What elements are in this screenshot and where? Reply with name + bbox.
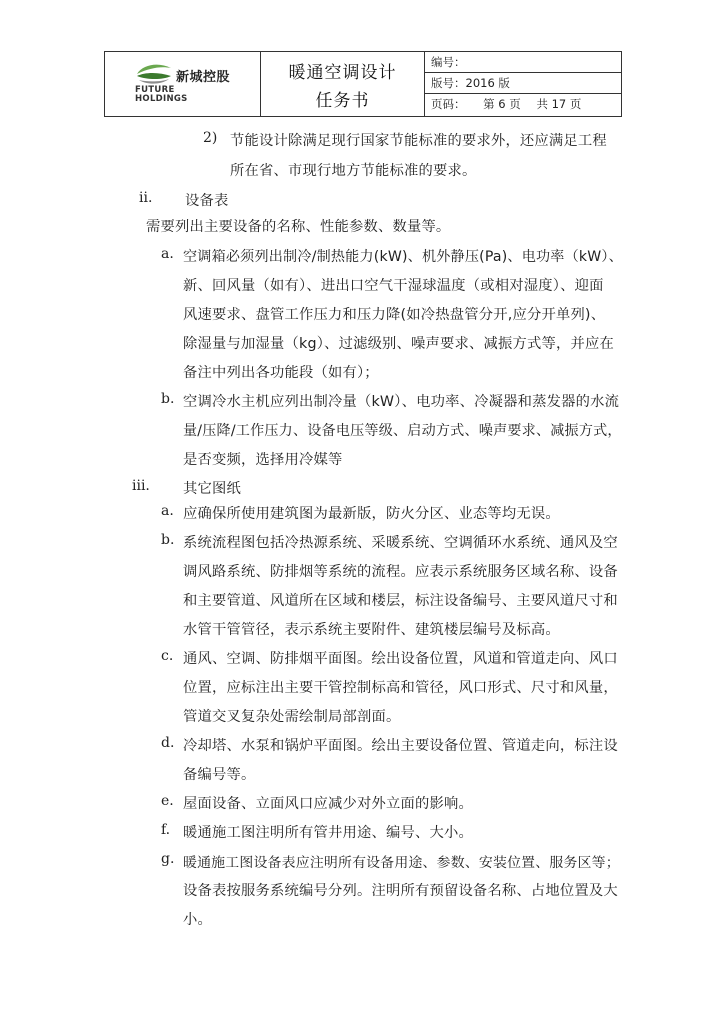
paragraph-line: 暖通施工图设备表应注明所有设备用途、参数、安装位置、服务区等； bbox=[183, 855, 620, 871]
paragraph-line: 备编号等。 bbox=[183, 767, 256, 783]
item-marker: g. bbox=[161, 851, 175, 867]
section-title: 设备表 bbox=[185, 193, 229, 209]
page-total: 共 17 页 bbox=[536, 97, 582, 111]
paragraph-line: 设备表按服务系统编号分列。注明所有预留设备名称、占地位置及大 bbox=[183, 883, 618, 899]
company-logo-icon bbox=[135, 60, 173, 86]
document-header bbox=[104, 51, 622, 117]
item-marker: b. bbox=[161, 532, 175, 548]
paragraph-line: 冷却塔、水泵和锅炉平面图。绘出主要设备位置、管道走向，标注设 bbox=[183, 738, 618, 754]
paragraph-line: 管道交叉复杂处需绘制局部剖面。 bbox=[183, 709, 401, 725]
item-marker: 2) bbox=[203, 130, 218, 146]
item-marker: d. bbox=[161, 735, 175, 751]
section-marker: iii. bbox=[132, 478, 150, 494]
paragraph-line: 备注中列出各功能段（如有）； bbox=[183, 365, 379, 381]
version-text: 版号：2016 版 bbox=[431, 76, 510, 90]
item-marker: c. bbox=[161, 648, 174, 664]
logo-cell bbox=[105, 52, 261, 116]
section-intro: 需要列出主要设备的名称、性能参数、数量等。 bbox=[146, 219, 451, 235]
doc-title-line2: 任务书 bbox=[315, 91, 370, 111]
info-cell bbox=[425, 52, 621, 116]
paragraph-line: 调风路系统、防排烟等系统的流程。应表示系统服务区域名称、设备 bbox=[183, 564, 618, 580]
paragraph-line: 新、回风量（如有）、进出口空气干湿球温度（或相对湿度）、迎面 bbox=[183, 278, 604, 294]
paragraph-line: 小。 bbox=[183, 912, 212, 928]
doc-title-line1: 暖通空调设计 bbox=[288, 63, 397, 83]
item-marker: b. bbox=[161, 391, 175, 407]
paragraph-line: 和主要管道、风道所在区域和楼层，标注设备编号、主要风道尺寸和 bbox=[183, 593, 618, 609]
section-marker: ii. bbox=[139, 190, 153, 206]
version-row bbox=[425, 73, 621, 94]
paragraph-line: 节能设计除满足现行国家节能标准的要求外，还应满足工程 bbox=[230, 133, 607, 149]
paragraph-line: 风速要求、盘管工作压力和压力降(如冷热盘管分开,应分开单列)、 bbox=[183, 307, 606, 323]
paragraph-line: 暖通施工图注明所有管井用途、编号、大小。 bbox=[183, 825, 473, 841]
item-marker: a. bbox=[161, 503, 174, 519]
page-row bbox=[425, 94, 621, 115]
paragraph-line: 系统流程图包括冷热源系统、采暖系统、空调循环水系统、通风及空 bbox=[183, 535, 618, 551]
item-marker: a. bbox=[161, 246, 174, 262]
paragraph-line: 所在省、市现行地方节能标准的要求。 bbox=[230, 163, 477, 179]
item-marker: f. bbox=[161, 822, 171, 838]
logo-chinese-name: 新城控股 bbox=[176, 70, 231, 85]
page-label: 页码： bbox=[431, 97, 466, 111]
section-title: 其它图纸 bbox=[183, 481, 241, 497]
logo-english-line2: HOLDINGS bbox=[135, 94, 188, 104]
paragraph-line: 量/压降/工作压力、设备电压等级、启动方式、噪声要求、减振方式， bbox=[183, 423, 622, 439]
paragraph-line: 应确保所使用建筑图为最新版，防火分区、业态等均无误。 bbox=[183, 506, 560, 522]
title-cell bbox=[261, 52, 425, 116]
item-marker: e. bbox=[161, 793, 174, 809]
paragraph-line: 屋面设备、立面风口应减少对外立面的影响。 bbox=[183, 796, 473, 812]
paragraph-line: 是否变频，选择用冷媒等 bbox=[183, 452, 343, 468]
paragraph-line: 空调箱必须列出制冷/制热能力(kW)、机外静压(Pa)、电功率（kW）、 bbox=[183, 249, 623, 265]
paragraph-line: 除湿量与加湿量（kg）、过滤级别、噪声要求、减振方式等，并应在 bbox=[183, 336, 615, 352]
number-label: 编号： bbox=[431, 55, 466, 69]
paragraph-line: 通风、空调、防排烟平面图。绘出设备位置，风道和管道走向、风口 bbox=[183, 651, 618, 667]
page-current: 第 6 页 bbox=[483, 97, 521, 111]
paragraph-line: 水管干管管径，表示系统主要附件、建筑楼层编号及标高。 bbox=[183, 622, 560, 638]
logo-english-line1: FUTURE bbox=[135, 85, 175, 95]
paragraph-line: 位置，应标注出主要干管控制标高和管径，风口形式、尺寸和风量， bbox=[183, 680, 618, 696]
paragraph-line: 空调冷水主机应列出制冷量（kW）、电功率、冷凝器和蒸发器的水流 bbox=[183, 394, 620, 410]
number-row bbox=[425, 52, 621, 73]
